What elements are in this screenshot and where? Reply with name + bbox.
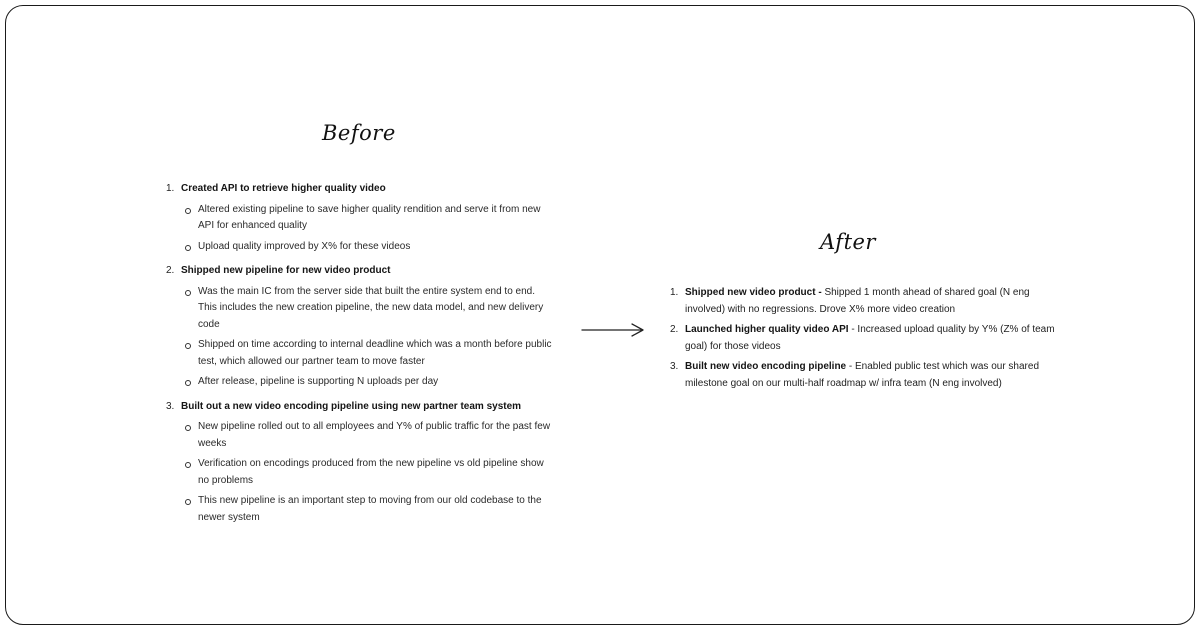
bullet-icon xyxy=(185,380,191,386)
list-item xyxy=(181,284,556,334)
item-number: 3. xyxy=(166,400,175,412)
list-item-text: Shipped on time according to internal deadline which was a month before public test, which allowed our partner team to move faster xyxy=(198,339,552,367)
list-item xyxy=(181,493,556,526)
after-item-3 xyxy=(670,359,1065,392)
item-number: 1. xyxy=(166,183,175,194)
item-title: Shipped new video product - xyxy=(685,287,822,298)
item-title: Shipped new pipeline for new video product xyxy=(181,265,391,276)
bullet-icon xyxy=(185,343,191,349)
item-number: 2. xyxy=(166,265,175,276)
after-item-2 xyxy=(670,322,1065,355)
list-item xyxy=(181,456,556,489)
item-text: - Increased upload quality by Y% (Z% of team goal) for those videos xyxy=(685,324,1055,352)
arrow-right-icon xyxy=(580,322,646,338)
list-item-text: Was the main IC from the server side that built the entire system end to end. This includes the new creation pipeline, the new data model, and new delivery code xyxy=(198,285,544,330)
item-title: Built new video encoding pipeline xyxy=(685,361,847,372)
list-item-text: This new pipeline is an important step to moving from our old codebase to the newer system xyxy=(198,495,542,523)
bullet-icon xyxy=(185,499,191,505)
after-item-1 xyxy=(670,285,1065,318)
item-number: 3. xyxy=(670,361,679,372)
list-item xyxy=(181,239,556,256)
list-item xyxy=(181,202,556,235)
before-heading: Before xyxy=(322,121,396,145)
bullet-icon xyxy=(185,462,191,468)
bullet-icon xyxy=(185,245,191,251)
bullet-icon xyxy=(185,290,191,296)
list-item xyxy=(181,337,556,370)
list-item-text: Altered existing pipeline to save higher quality rendition and serve it from new API for enhanced quality xyxy=(198,203,541,231)
item-text: - Enabled public test which was our shared milestone goal on our multi-half roadmap w/ infra team (N eng involved) xyxy=(685,361,1040,389)
before-item-1 xyxy=(166,181,556,259)
item-text: Shipped 1 month ahead of shared goal (N eng involved) with no regressions. Drove X% more video creation xyxy=(685,287,1030,315)
list-item xyxy=(181,374,556,391)
after-heading: After xyxy=(820,230,876,254)
bullet-icon xyxy=(185,208,191,214)
list-item-text: Upload quality improved by X% for these videos xyxy=(198,240,411,252)
item-number: 2. xyxy=(670,324,679,335)
item-number: 1. xyxy=(670,287,679,298)
before-list xyxy=(166,181,556,534)
list-item xyxy=(181,419,556,452)
item-title: Launched higher quality video API xyxy=(685,324,849,335)
item-title: Built out a new video encoding pipeline using new partner team system xyxy=(181,400,522,412)
list-item-text: Verification on encodings produced from the new pipeline vs old pipeline show no problems xyxy=(198,458,544,486)
list-item-text: New pipeline rolled out to all employees and Y% of public traffic for the past few weeks xyxy=(198,421,551,449)
after-list xyxy=(670,285,1065,396)
item-title: Created API to retrieve higher quality video xyxy=(181,183,386,194)
before-item-2 xyxy=(166,263,556,395)
list-item-text: After release, pipeline is supporting N uploads per day xyxy=(198,376,439,387)
bullet-icon xyxy=(185,425,191,431)
before-item-3 xyxy=(166,399,556,531)
